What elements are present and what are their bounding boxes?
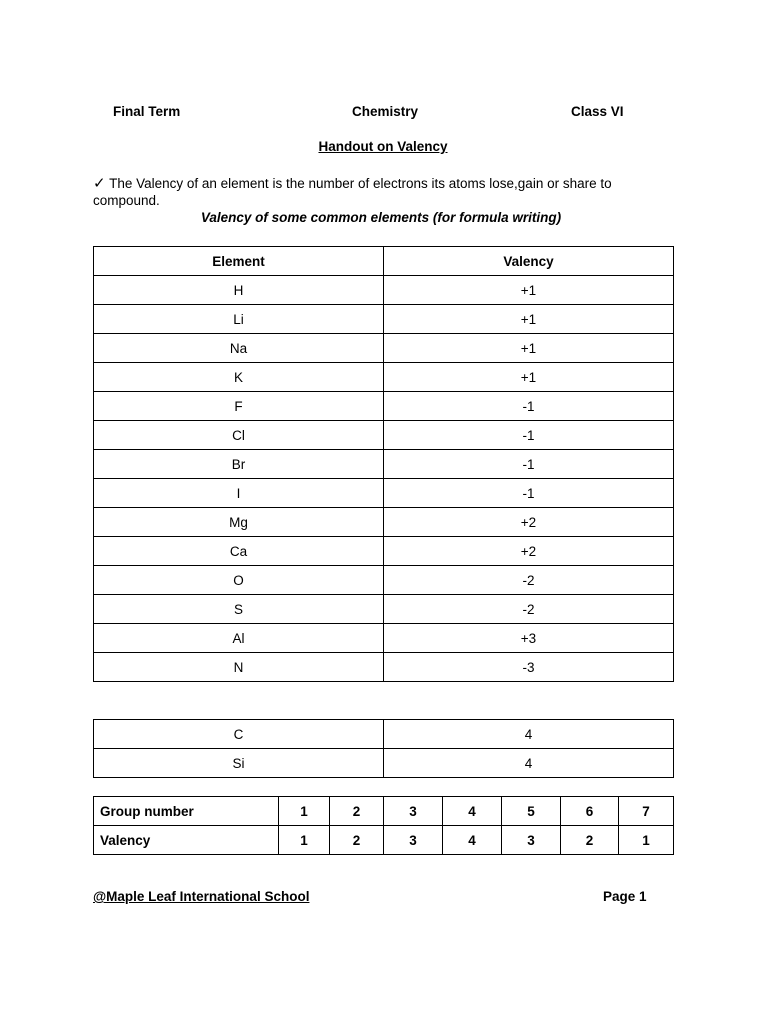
- header-valency: Valency: [384, 247, 674, 276]
- group-valency-cell: 4: [443, 826, 502, 855]
- table-row: [94, 334, 674, 363]
- table-row: [94, 363, 674, 392]
- table-row: [94, 720, 674, 749]
- valency-cell: -2: [384, 566, 674, 595]
- definition-line-2: compound.: [93, 193, 160, 208]
- table-row: [94, 537, 674, 566]
- group-valency-label: Valency: [94, 826, 279, 855]
- table-row: [94, 508, 674, 537]
- valency-cell: 4: [384, 720, 674, 749]
- element-cell: Mg: [94, 508, 384, 537]
- valency-cell: +1: [384, 363, 674, 392]
- valency-cell: +2: [384, 508, 674, 537]
- valency-table: [93, 246, 674, 682]
- table-row: [94, 392, 674, 421]
- element-cell: Li: [94, 305, 384, 334]
- group-number-row: [94, 797, 674, 826]
- group-number-cell: 6: [561, 797, 619, 826]
- element-cell: Na: [94, 334, 384, 363]
- group-number-label: Group number: [94, 797, 279, 826]
- group-number-cell: 3: [384, 797, 443, 826]
- definition-text: [93, 175, 693, 209]
- element-cell: Ca: [94, 537, 384, 566]
- table-row: [94, 479, 674, 508]
- valency-cell: +1: [384, 334, 674, 363]
- valency-cell: -3: [384, 653, 674, 682]
- valency-cell: +1: [384, 305, 674, 334]
- header-element: Element: [94, 247, 384, 276]
- group-number-cell: 4: [443, 797, 502, 826]
- group-valency-row: [94, 826, 674, 855]
- check-icon: ✓: [93, 174, 106, 192]
- table-row: [94, 595, 674, 624]
- table-header-row: [94, 247, 674, 276]
- element-cell: H: [94, 276, 384, 305]
- group-valency-cell: 2: [561, 826, 619, 855]
- element-cell: Cl: [94, 421, 384, 450]
- header-term: Final Term: [113, 104, 181, 119]
- valency-cell: -1: [384, 392, 674, 421]
- table-row: [94, 276, 674, 305]
- element-cell: Si: [94, 749, 384, 778]
- group-number-cell: 7: [619, 797, 674, 826]
- valency-cell: +1: [384, 276, 674, 305]
- footer-page-number: Page 1: [603, 889, 647, 904]
- group-valency-cell: 1: [619, 826, 674, 855]
- element-cell: Al: [94, 624, 384, 653]
- table-row: [94, 653, 674, 682]
- page-title: Handout on Valency: [318, 139, 448, 154]
- valency-cell: -1: [384, 450, 674, 479]
- group-valency-cell: 3: [384, 826, 443, 855]
- table-subtitle: Valency of some common elements (for formula writing): [200, 210, 562, 225]
- table-row: [94, 421, 674, 450]
- element-cell: O: [94, 566, 384, 595]
- group-valency-cell: 3: [502, 826, 561, 855]
- table-row: [94, 450, 674, 479]
- element-cell: Br: [94, 450, 384, 479]
- valency-cell: -1: [384, 421, 674, 450]
- element-cell: C: [94, 720, 384, 749]
- table-row: [94, 749, 674, 778]
- group-valency-cell: 1: [279, 826, 330, 855]
- element-cell: S: [94, 595, 384, 624]
- valency-cell: 4: [384, 749, 674, 778]
- element-cell: K: [94, 363, 384, 392]
- valency-cell: +3: [384, 624, 674, 653]
- group-number-cell: 5: [502, 797, 561, 826]
- element-cell: F: [94, 392, 384, 421]
- table-row: [94, 305, 674, 334]
- valency-cell: -1: [384, 479, 674, 508]
- table-row: [94, 624, 674, 653]
- valency-cell: -2: [384, 595, 674, 624]
- element-cell: I: [94, 479, 384, 508]
- footer-school: @Maple Leaf International School: [93, 889, 310, 904]
- table-row: [94, 566, 674, 595]
- group-number-cell: 1: [279, 797, 330, 826]
- header-class: Class VI: [571, 104, 624, 119]
- group-number-cell: 2: [330, 797, 384, 826]
- group-valency-table: [93, 796, 674, 855]
- extra-valency-table: [93, 719, 674, 778]
- element-cell: N: [94, 653, 384, 682]
- valency-cell: +2: [384, 537, 674, 566]
- definition-line-1: The Valency of an element is the number of electrons its atoms lose,gain or share to: [109, 176, 612, 191]
- header-subject: Chemistry: [352, 104, 419, 119]
- group-valency-cell: 2: [330, 826, 384, 855]
